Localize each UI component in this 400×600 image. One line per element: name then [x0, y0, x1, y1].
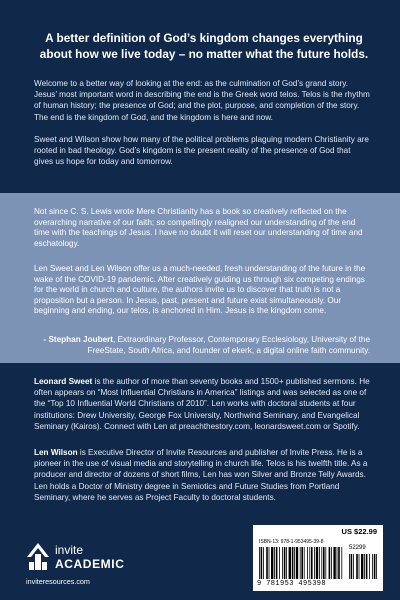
endorsement-section — [0, 193, 400, 363]
barcode-bar — [369, 554, 370, 579]
publisher-brand-line-1: invite — [55, 543, 84, 557]
barcode-bar — [356, 554, 358, 579]
barcode-bar — [321, 547, 322, 579]
publisher-logo — [26, 542, 186, 592]
barcode-bar — [333, 547, 335, 579]
barcode-bar — [374, 554, 376, 579]
author-bio-wilson — [34, 447, 370, 503]
barcode-bar — [274, 547, 275, 579]
barcode-bar — [366, 554, 368, 579]
publisher-brand — [55, 543, 124, 571]
barcode-bar — [269, 547, 270, 579]
barcode-bar — [300, 547, 301, 579]
endorser-title: , Extraordinary Professor, Contemporary Ecclesiology, University of the FreeState, South Africa, and founder of ekerk, a digital online faith community. — [87, 335, 370, 355]
barcode-bar — [351, 554, 353, 579]
barcode-bar — [314, 547, 315, 579]
ean-number: 9 781953 495398 — [257, 580, 327, 588]
endorsement-paragraph-2: Len Sweet and Len Wilson offer us a much-needed, fresh understanding of the future in the wake of the COVID-19 pandemic. After creatively guiding us through six competing endings for the world in church and culture, the authors invite us to discover that truth is not a proposition but a person. In Jesus, past, present and future exist simultaneously. Our beginning and ending, our telos, is anchored in Him. Jesus is the kingdom come. — [34, 264, 366, 316]
barcode-bar — [323, 547, 325, 579]
barcode-bar — [319, 547, 320, 579]
barcode-bar — [372, 554, 373, 579]
author-bio-text: is Executive Director of Invite Resources and publisher of Invite Press. He is a pioneer in the use of visual media and storytelling in church life. Telos is his twelfth title. As a producer and director of dozens of short films, Len has won Silver and Bronze Telly Awards. Len holds a Doctor of Ministry degree in Semiotics and Future Studies from Portland Seminary, where he serves as Project Faculty to doctoral students. — [34, 448, 368, 502]
intro-paragraph-1: Welcome to a better way of looking at the end: as the culmination of God’s grand story. Jesus’ most important word in describing the end is the Greek word telos. Telos is the rhythm of human history; the presence of God; and the plot, purpose, and completion of the story. The end is the kingdom of God, and the kingdom is here and now. — [34, 79, 370, 122]
barcode-bar — [359, 554, 360, 579]
barcode-bar — [329, 547, 331, 579]
publisher-website: inviteresources.com — [26, 577, 90, 586]
barcode-bar — [304, 547, 305, 579]
barcode-bar — [353, 554, 354, 579]
barcode-bar — [338, 547, 340, 579]
barcode-bar — [276, 547, 278, 579]
barcode-bar — [282, 547, 283, 579]
endorsement-attribution — [34, 335, 370, 356]
author-name: Leonard Sweet — [34, 377, 93, 386]
barcode-bar — [261, 547, 263, 579]
barcode-bar — [307, 547, 308, 579]
barcode-bar — [349, 554, 350, 579]
barcode-bar — [337, 547, 338, 579]
barcode-bar — [331, 547, 332, 579]
barcode-block — [253, 525, 383, 591]
author-bio-sweet — [34, 376, 370, 432]
barcode-bar — [292, 547, 294, 579]
barcode-bar — [289, 547, 291, 579]
intro-paragraph-2: Sweet and Wilson show how many of the political problems plaguing modern Christianity are rooted in bad theology. God’s kingdom is the present reality of the presence of God that gives us hope for today and tomorrow. — [34, 135, 369, 167]
barcode-bar — [309, 547, 310, 579]
barcode-bar — [325, 547, 326, 579]
barcode-bar — [271, 547, 273, 579]
barcode-bar — [364, 554, 365, 579]
ean-barcode — [259, 547, 344, 579]
price-label: US $22.99 — [341, 527, 377, 536]
barcode-bar — [279, 547, 280, 579]
barcode-bar — [376, 554, 377, 579]
isbn-label: ISBN-13: 978-1-953495-39-8 — [259, 539, 324, 545]
barcode-bar — [361, 554, 363, 579]
headline: A better definition of God’s kingdom changes everything about how we live today – no matter what the future holds. — [39, 31, 369, 61]
endorser-name: - Stephan Joubert — [43, 335, 114, 344]
endorsement-paragraph-1: Not since C. S. Lewis wrote Mere Christianity has a book so creatively reflected on the overarching narrative of our faith; so compellingly realigned our understanding of the end time with the teachings of Jesus. I have no doubt it will reset our understanding of time and eschatology. — [34, 207, 363, 248]
barcode-bar — [341, 547, 342, 579]
barcode-supplement-number: 52299 — [349, 545, 366, 551]
invite-logo-icon — [26, 542, 50, 572]
author-bio-text: is the author of more than seventy books and 1500+ published sermons. He often appears on “Most Influential Christians in America” listings and was selected as one of the “Top 10 Influential World Christians of 2010”. Len works with doctoral students at four institutions: Drew University, George Fox University, Northwind Seminary, and Evangelical Seminary (Kairos). Connect with Len at preachthestory.com, leonardsweet.com or Spotify. — [34, 377, 370, 431]
barcode-bar — [259, 547, 260, 579]
author-name: Len Wilson — [34, 448, 78, 457]
publisher-brand-line-2: ACADEMIC — [55, 557, 125, 571]
barcode-bar — [263, 547, 264, 579]
barcode-bar — [286, 547, 287, 579]
barcode-bar — [301, 547, 303, 579]
barcode-bar — [311, 547, 313, 579]
barcode-bar — [294, 547, 295, 579]
supplement-barcode — [349, 554, 377, 579]
barcode-bar — [296, 547, 298, 579]
barcode-bar — [284, 547, 286, 579]
barcode-bar — [266, 547, 268, 579]
barcode-bar — [316, 547, 318, 579]
